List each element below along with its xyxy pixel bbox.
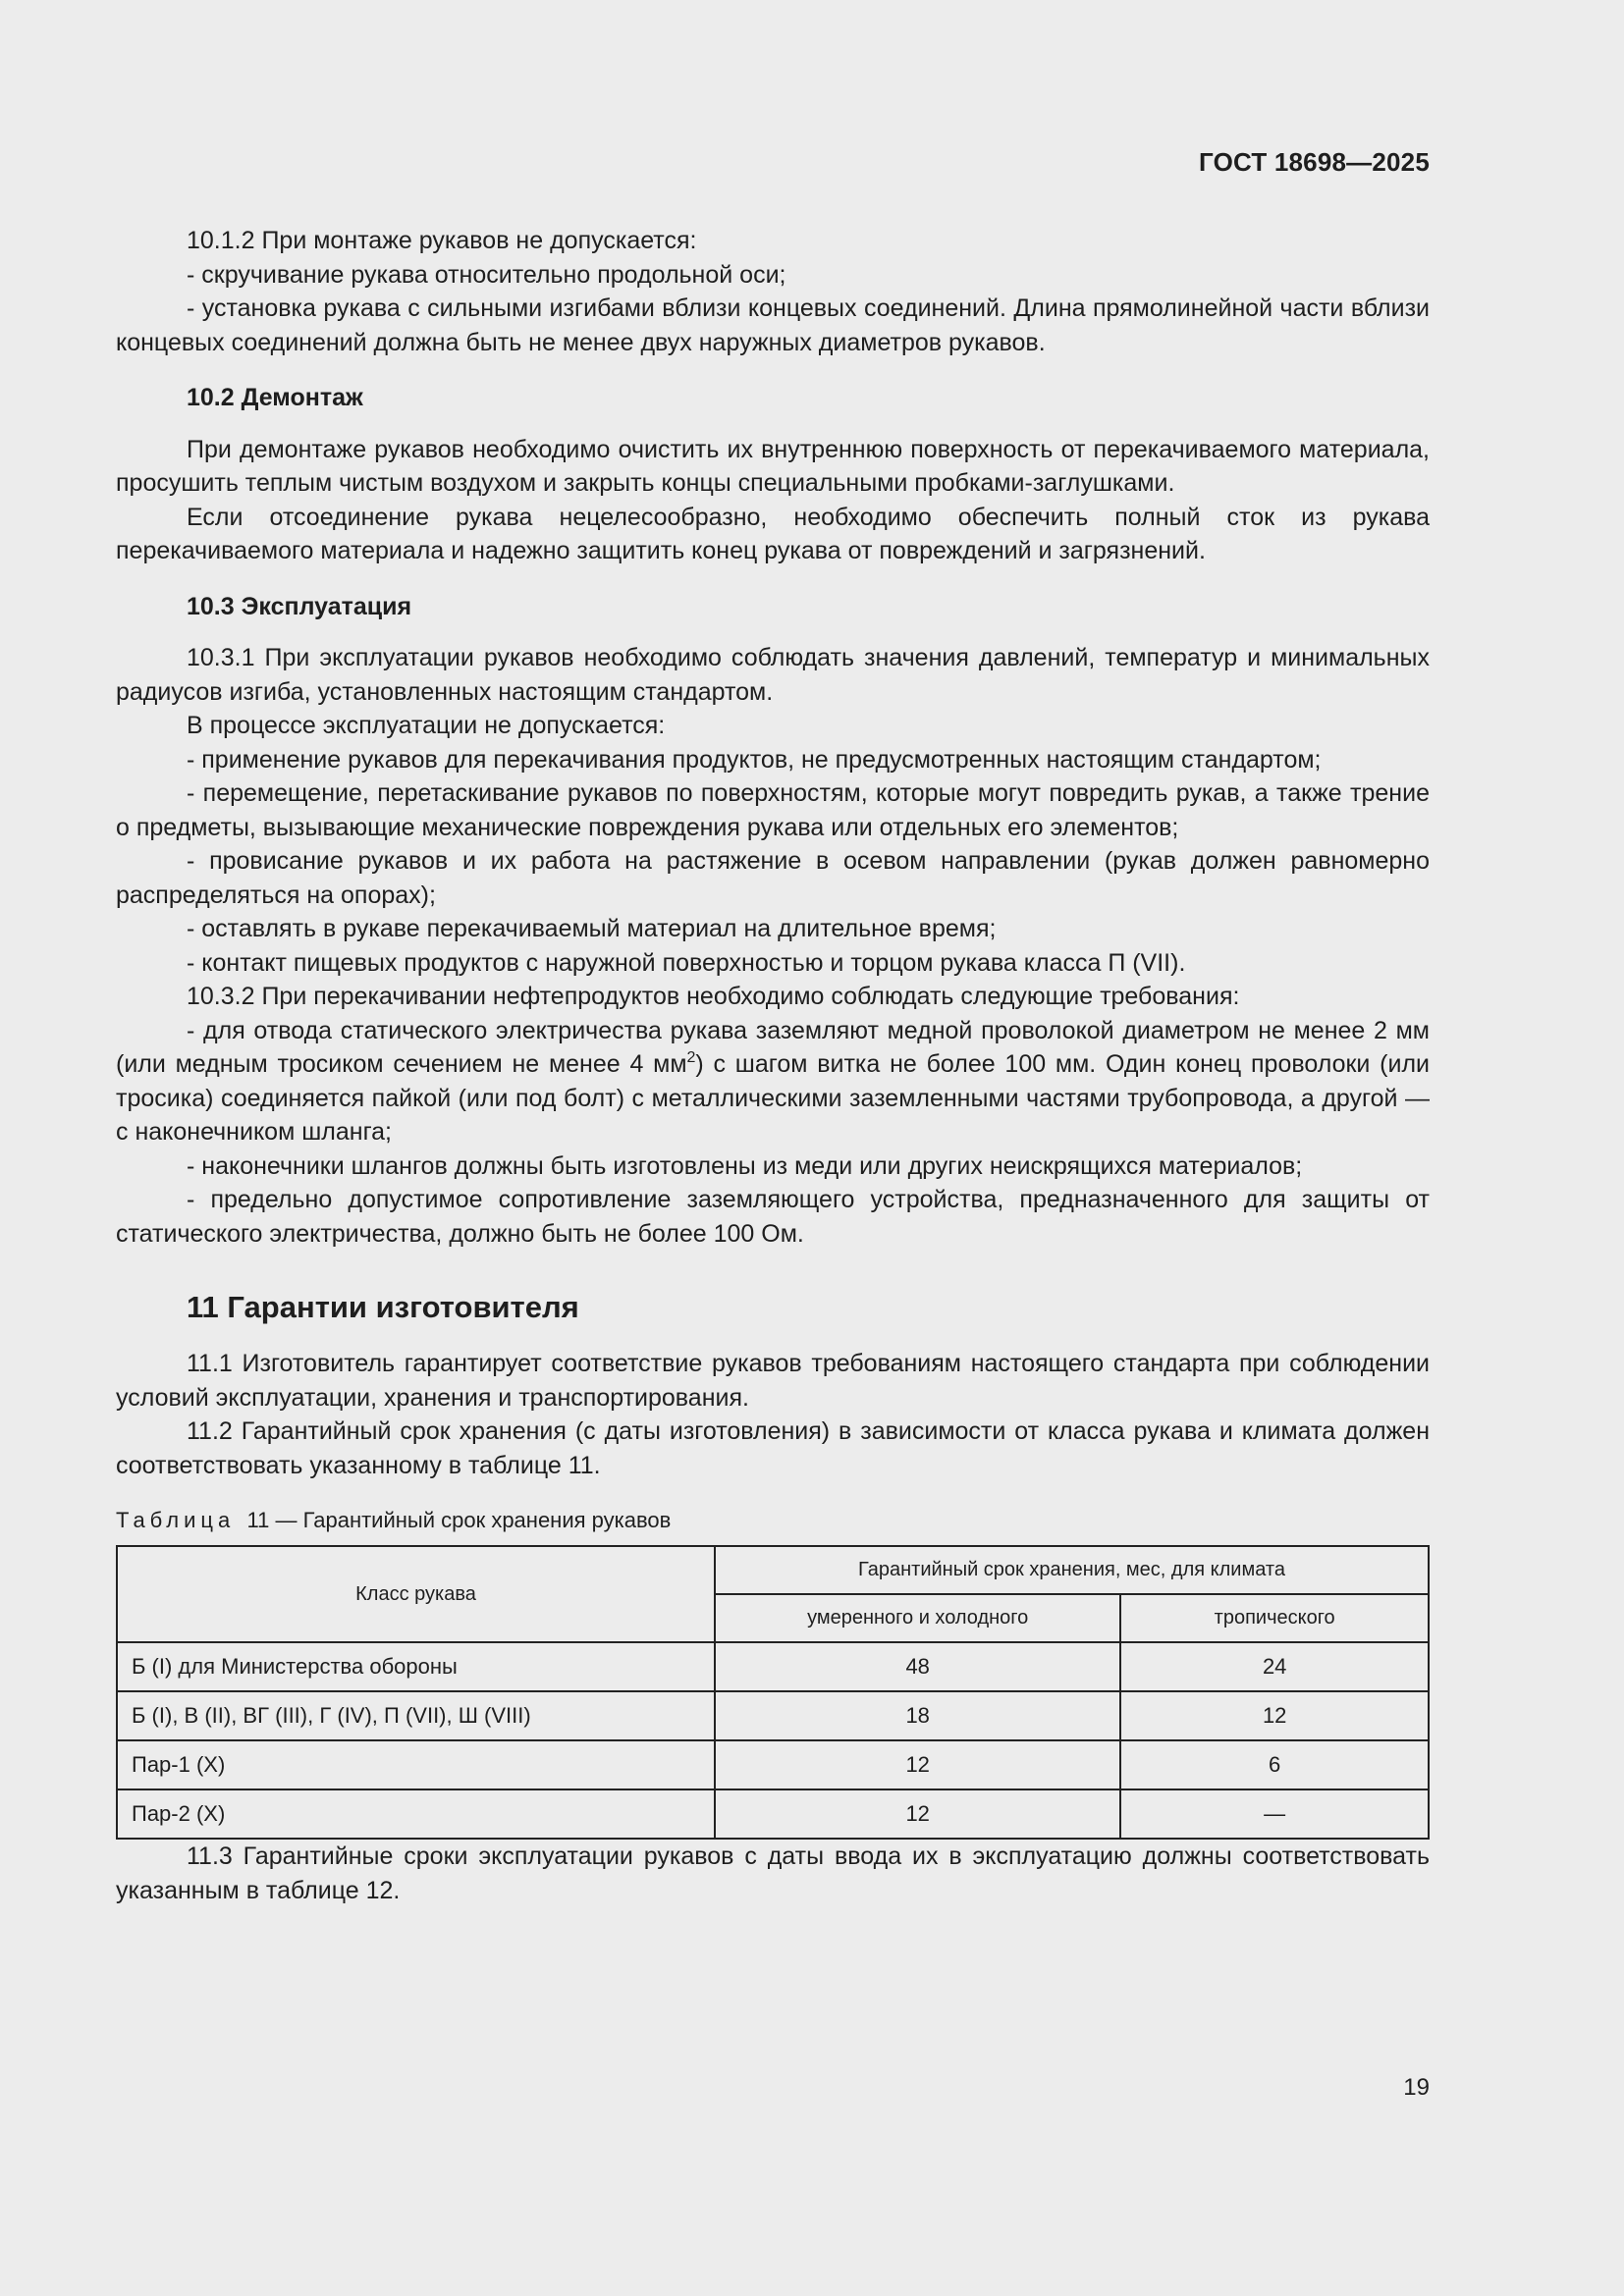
- table-caption: [116, 1506, 1430, 1535]
- paragraph-11-3: 11.3 Гарантийные сроки эксплуатации рукавов с даты ввода их в эксплуатацию должны соответствовать указанным в таблице 12.: [116, 1842, 1430, 1904]
- paragraph-10-1-2: 10.1.2 При монтаже рукавов не допускается:: [187, 227, 697, 254]
- section-heading-11: 11 Гарантии изготовителя: [187, 1290, 579, 1324]
- cell-moderate: 12: [715, 1740, 1120, 1789]
- table-caption-label: Таблица: [116, 1508, 236, 1532]
- table-row: [117, 1789, 1429, 1839]
- list-item: - провисание рукавов и их работа на растяжение в осевом направлении (рукав должен равномерно распределяться на опорах);: [116, 847, 1430, 909]
- paragraph: При демонтаже рукавов необходимо очистить их внутреннюю поверхность от перекачиваемого материала, просушить теплым чистым воздухом и закрыть концы специальными пробками-заглушками.: [116, 435, 1430, 497]
- list-item: - наконечники шлангов должны быть изготовлены из меди или других неискрящихся материалов;: [187, 1151, 1303, 1180]
- header-tropical: тропического: [1120, 1594, 1429, 1642]
- document-body: [116, 224, 1430, 1907]
- cell-class: Б (I), В (II), ВГ (III), Г (IV), П (VII), Ш (VIII): [117, 1691, 715, 1740]
- list-item: - скручивание рукава относительно продольной оси;: [187, 260, 786, 289]
- table-row: [117, 1691, 1429, 1740]
- document-code: ГОСТ 18698—2025: [1199, 147, 1430, 177]
- cell-tropical: —: [1120, 1789, 1429, 1839]
- cell-tropical: 12: [1120, 1691, 1429, 1740]
- header-class: Класс рукава: [117, 1546, 715, 1642]
- superscript: 2: [686, 1049, 696, 1066]
- section-heading-10-3: 10.3 Эксплуатация: [187, 592, 412, 620]
- cell-tropical: 24: [1120, 1642, 1429, 1691]
- paragraph-10-3-1: 10.3.1 При эксплуатации рукавов необходимо соблюдать значения давлений, температур и минимальных радиусов изгиба, установленных настоящим стандартом.: [116, 644, 1430, 706]
- list-item-grounding: [116, 1014, 1430, 1149]
- cell-tropical: 6: [1120, 1740, 1429, 1789]
- cell-moderate: 18: [715, 1691, 1120, 1740]
- grounding-text-a: - для отвода статического электричества рукава заземляют медной проволокой диаметром не менее 2 мм (или медным тросиком сечением не менее 4 мм: [116, 1016, 1430, 1078]
- list-item: - контакт пищевых продуктов с наружной поверхностью и торцом рукава класса П (VII).: [187, 948, 1186, 977]
- list-item: - применение рукавов для перекачивания продуктов, не предусмотренных настоящим стандартом;: [187, 745, 1322, 774]
- cell-class: Б (I) для Министерства обороны: [117, 1642, 715, 1691]
- cell-moderate: 12: [715, 1789, 1120, 1839]
- paragraph-11-1: 11.1 Изготовитель гарантирует соответствие рукавов требованиям настоящего стандарта при соблюдении условий эксплуатации, хранения и транспортирования.: [116, 1350, 1430, 1412]
- table-header-row: [117, 1546, 1429, 1594]
- storage-warranty-table: [116, 1545, 1430, 1840]
- list-item: - установка рукава с сильными изгибами вблизи концевых соединений. Длина прямолинейной части вблизи концевых соединений должна быть не менее двух наружных диаметров рукавов.: [116, 294, 1430, 356]
- section-heading-10-2: 10.2 Демонтаж: [187, 384, 363, 411]
- paragraph: В процессе эксплуатации не допускается:: [187, 712, 666, 739]
- paragraph: Если отсоединение рукава нецелесообразно, необходимо обеспечить полный сток из рукава перекачиваемого материала и надежно защитить конец рукава от повреждений и загрязнений.: [116, 503, 1430, 564]
- table-row: [117, 1740, 1429, 1789]
- header-moderate: умеренного и холодного: [715, 1594, 1120, 1642]
- list-item: - перемещение, перетаскивание рукавов по поверхностям, которые могут повредить рукав, а также трение о предметы, вызывающие механические повреждения рукава или отдельных его элементов;: [116, 779, 1430, 841]
- grounding-text-b: ) с шагом витка не более 100 мм. Один конец проволоки (или тросика) соединяется пайкой (или под болт) с металлическими заземленными частями трубопровода, а другой — с наконечником шланга;: [116, 1050, 1430, 1146]
- cell-class: Пар-2 (X): [117, 1789, 715, 1839]
- list-item: - оставлять в рукаве перекачиваемый материал на длительное время;: [187, 915, 997, 942]
- cell-moderate: 48: [715, 1642, 1120, 1691]
- list-item: - предельно допустимое сопротивление заземляющего устройства, предназначенного для защиты от статического электричества, должно быть не более 100 Ом.: [116, 1186, 1430, 1248]
- paragraph-11-2: 11.2 Гарантийный срок хранения (с даты изготовления) в зависимости от класса рукава и климата должен соответствовать указанному в таблице 11.: [116, 1417, 1430, 1479]
- cell-class: Пар-1 (X): [117, 1740, 715, 1789]
- page-number: 19: [1403, 2074, 1430, 2101]
- header-climate-group: Гарантийный срок хранения, мес, для климата: [715, 1546, 1429, 1594]
- table-row: [117, 1642, 1429, 1691]
- table-caption-text: 11 — Гарантийный срок хранения рукавов: [246, 1508, 672, 1532]
- paragraph-10-3-2: 10.3.2 При перекачивании нефтепродуктов необходимо соблюдать следующие требования:: [187, 983, 1240, 1010]
